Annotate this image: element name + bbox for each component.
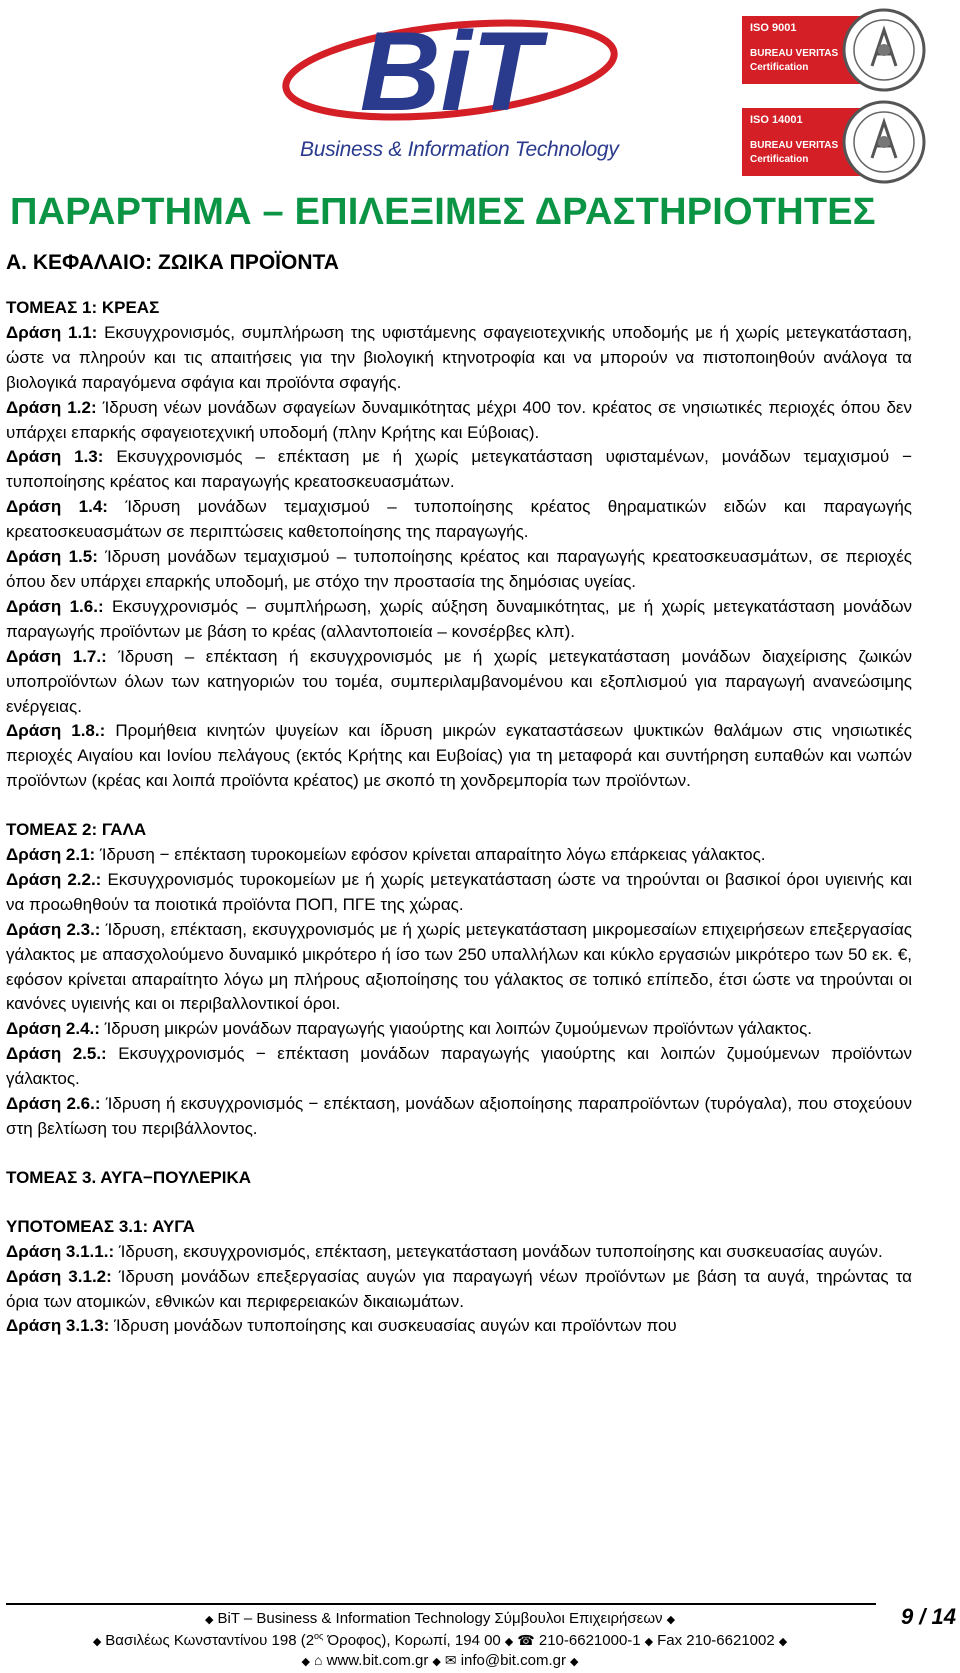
sector1-actions (6, 321, 912, 794)
page-title: ΠΑΡΑΡΤΗΜΑ – ΕΠΙΛΕΞΙΜΕΣ ΔΡΑΣΤΗΡΙΟΤΗΤΕΣ (10, 191, 876, 233)
action-text: Ίδρυση – επέκταση ή εκσυγχρονισμός με ή χωρίς μετεγκατάσταση μονάδων διαχείρισης ζωικών υποπροϊόντων όλων των κατηγοριών του τομέα, συμπεριλαμβανομένου και εξοπλισμού για παραγωγή ανανεώσιμης ενέργειας. (6, 646, 912, 716)
action-label: Δράση 2.2.: (6, 869, 102, 889)
action-item (6, 843, 912, 868)
document-body (6, 186, 912, 1339)
action-label: Δράση 2.4.: (6, 1019, 100, 1039)
action-text: Ίδρυση νέων μονάδων σφαγείων δυναμικότητας μέχρι 400 τον. κρέατος σε νησιωτικές περιοχές όπου δεν υπάρχει επαρκής σφαγειοτεχνική υποδομή (πλην Κρήτης και Εύβοιας). (6, 397, 912, 442)
sector3-actions (6, 1240, 912, 1340)
action-label: Δράση 1.1: (6, 322, 98, 342)
sector-heading: ΤΟΜΕΑΣ 3. ΑΥΓΑ−ΠΟΥΛΕΡΙΚΑ (6, 1167, 252, 1187)
action-item (6, 1265, 912, 1315)
bureau-veritas-seal-icon (842, 100, 926, 184)
action-label: Δράση 1.6.: (6, 596, 104, 616)
sector2-actions (6, 843, 912, 1142)
footer-address: Βασιλέως Κωνσταντίνου 198 ($2^{o\varsigma}$ Όροφος), Κορωπί, 194 00 (105, 1631, 501, 1649)
action-label: Δράση 3.1.2: (6, 1266, 112, 1286)
action-item (6, 1314, 912, 1339)
cert-bv-label: BUREAU VERITAS (750, 48, 839, 59)
action-item (6, 1042, 912, 1092)
action-text: Εκσυγχρονισμός τυροκομείων με ή χωρίς μετεγκατάσταση ώστε να τηρούνται οι βασικοί όροι υγιεινής και να προωθηθούν τα ποιοτικά προϊόντα ΠΟΠ, ΠΓΕ της χώρας. (6, 869, 912, 914)
logo-tagline: Business & Information Technology (300, 138, 619, 161)
cert-cf-label: Certification (750, 154, 809, 165)
email-icon: ✉ (444, 1652, 457, 1668)
action-text: Εκσυγχρονισμός – επέκταση με ή χωρίς μετεγκατάσταση υφισταμένων, μονάδων τεμαχισμού − τυποποίησης κρέατος και παραγωγής κρεατοσκευασμάτων. (6, 447, 912, 492)
action-text: Ίδρυση − επέκταση τυροκομείων εφόσον κρίνεται απαραίτητο λόγω επάρκειας γάλακτος. (99, 845, 766, 865)
action-text: Ίδρυση μονάδων τεμαχισμού – τυποποίησης κρέατος και παραγωγής κρεατοσκευασμάτων, σε περιοχές όπου δεν υπάρχει επαρκής υποδομή, με στόχο την προστασία της δημόσιας υγείας. (6, 547, 912, 591)
footer-web[interactable]: www.bit.com.gr (326, 1652, 429, 1669)
footer-divider (6, 1603, 876, 1605)
footer-fax: Fax 210-6621002 (657, 1632, 775, 1649)
action-label: Δράση 2.3.: (6, 919, 101, 939)
action-text: Ίδρυση μονάδων τυποποίησης και συσκευασίας αυγών και προϊόντων που (114, 1316, 677, 1336)
action-label: Δράση 2.6.: (6, 1094, 101, 1114)
action-text: Εκσυγχρονισμός, συμπλήρωση της υφιστάμενης σφαγειοτεχνικής υποδομής με ή χωρίς μετεγκατάσταση, ώστε να πληρούν και τις απαιτήσεις για την βιολογική κτηνοτροφία και να μπορούν να πιστοποιηθούν ανάλογα τα βιολογικά παραγόμενα σφάγια και προϊόντα σφαγής. (6, 322, 912, 392)
action-item (6, 595, 912, 645)
page-header (0, 0, 960, 190)
cert-iso-label: ISO 14001 (750, 114, 803, 126)
footer-email[interactable]: info@bit.com.gr (460, 1652, 566, 1669)
diamond-icon: ◆ (504, 1636, 514, 1648)
bureau-veritas-seal-icon (842, 8, 926, 92)
page-footer (0, 1600, 960, 1673)
diamond-icon: ◆ (204, 1614, 214, 1626)
action-label: Δράση 2.1: (6, 845, 96, 865)
cert-cf-label: Certification (750, 62, 809, 73)
action-label: Δράση 1.5: (6, 547, 98, 567)
sector-heading: ΤΟΜΕΑΣ 1: ΚΡΕΑΣ (6, 298, 160, 317)
diamond-icon: ◆ (778, 1636, 788, 1648)
web-icon: ⌂ (314, 1652, 323, 1668)
action-text: Ίδρυση μικρών μονάδων παραγωγής γιαούρτης και λοιπών ζυμούμενων προϊόντων γάλακτος. (104, 1019, 813, 1039)
action-label: Δράση 2.5.: (6, 1044, 107, 1064)
cert-bv-label: BUREAU VERITAS (750, 140, 839, 151)
action-item (6, 1240, 912, 1265)
action-item (6, 545, 912, 595)
action-text: Προμήθεια κινητών ψυγείων και ίδρυση μικρών εγκαταστάσεων ψυκτικών θαλάμων στις νησιωτικές περιοχές Αιγαίου και Ιονίου πελάγους (εκτός Κρήτης και Ευβοίας) για τη μεταφορά και συντήρηση ευπαθών και νωπών προϊόντων (κρέας και λοιπά προϊόντα κρέατος) με σκοπό τη χονδρεμπορία των προϊόντων. (6, 721, 912, 791)
subsector-heading: ΥΠΟΤΟΜΕΑΣ 3.1: ΑΥΓΑ (6, 1216, 195, 1236)
action-item (6, 396, 912, 446)
action-item (6, 495, 912, 545)
action-item (6, 868, 912, 918)
action-label: Δράση 3.1.3: (6, 1316, 110, 1336)
logo-text: BiT (359, 10, 541, 134)
action-text: Ίδρυση, επέκταση, εκσυγχρονισμός με ή χωρίς μετεγκατάσταση μικρομεσαίων επιχειρήσεων επεξεργασίας γάλακτος με απασχολούμενο δυναμικό μικρότερο ή ίσο των 250 υπαλλήλων και κύκλο εργασιών μικρότερο των 50 εκ. €, εφόσον κρίνεται απαραίτητο λόγω μη πλήρους αξιοποίησης του γάλακτος σε τοπικό επίπεδο, έτσι ώστε να τηρούνται οι κανόνες υγιεινής και οι περιβαλλοντικοί όροι. (6, 919, 912, 1014)
action-item (6, 918, 912, 1018)
action-text: Εκσυγχρονισμός − επέκταση μονάδων παραγωγής γιαούρτης και λοιπών ζυμούμενων προϊόντων γάλακτος. (6, 1044, 912, 1089)
diamond-icon: ◆ (569, 1656, 579, 1668)
action-text: Ίδρυση, εκσυγχρονισμός, επέκταση, μετεγκατάσταση μονάδων τυποποίησης και συσκευασίας αυγών. (118, 1241, 883, 1261)
page-number: 9 / 14 (900, 1604, 956, 1629)
action-item (6, 321, 912, 396)
action-label: Δράση 1.4: (6, 497, 108, 517)
action-item (6, 645, 912, 720)
diamond-icon: ◆ (92, 1636, 102, 1648)
action-text: Ίδρυση ή εκσυγχρονισμός − επέκταση, μονάδων αξιοποίησης παραπροϊόντων (τυρόγαλα), που στοχεύουν στη βελτίωση του περιβάλλοντος. (6, 1094, 912, 1138)
diamond-icon: ◆ (301, 1656, 310, 1668)
action-label: Δράση 1.3: (6, 447, 104, 467)
bit-logo (270, 10, 630, 180)
bit-logo-graphic (270, 10, 630, 145)
action-text: Ίδρυση μονάδων τεμαχισμού – τυποποίησης κρέατος θηραματικών ειδών και παραγωγής κρεατοσκευασμάτων σε περιπτώσεις καθετοποίησης της παραγωγής. (6, 497, 912, 542)
action-item (6, 719, 912, 794)
iso-14001-cert (742, 100, 932, 185)
action-label: Δράση 1.7.: (6, 646, 107, 666)
chapter-heading: Α. ΚΕΦΑΛΑΙΟ: ΖΩΙΚΑ ΠΡΟΪΟΝΤΑ (6, 251, 339, 274)
diamond-icon: ◆ (644, 1636, 654, 1648)
action-item (6, 1092, 912, 1142)
footer-phone: 210-6621000-1 (538, 1632, 641, 1649)
action-label: Δράση 1.2: (6, 397, 97, 417)
action-text: Ίδρυση μονάδων επεξεργασίας αυγών για παραγωγή νέων προϊόντων με βάση τα αυγά, τηρώντας τα όρια των ατομικών, εθνικών και περιφερειακών δικαιωμάτων. (6, 1266, 913, 1311)
action-label: Δράση 3.1.1.: (6, 1241, 115, 1261)
diamond-icon: ◆ (432, 1656, 441, 1668)
sector-heading: ΤΟΜΕΑΣ 2: ΓΑΛΑ (6, 820, 147, 840)
action-text: Εκσυγχρονισμός – συμπλήρωση, χωρίς αύξηση δυναμικότητας, με ή χωρίς μετεγκατάσταση μονάδων παραγωγής προϊόντων με βάση το κρέας (αλλαντοποιεία – κονσέρβες κλπ). (6, 596, 912, 641)
action-label: Δράση 1.8.: (6, 721, 106, 741)
footer-company: BiT – Business & Information Technology Σύμβουλοι Επιχειρήσεων (217, 1610, 663, 1627)
cert-iso-label: ISO 9001 (750, 22, 797, 34)
phone-icon: ☎ (517, 1632, 535, 1648)
action-item (6, 1017, 912, 1042)
iso-9001-cert (742, 8, 932, 93)
action-item (6, 445, 912, 495)
diamond-icon: ◆ (666, 1614, 676, 1626)
